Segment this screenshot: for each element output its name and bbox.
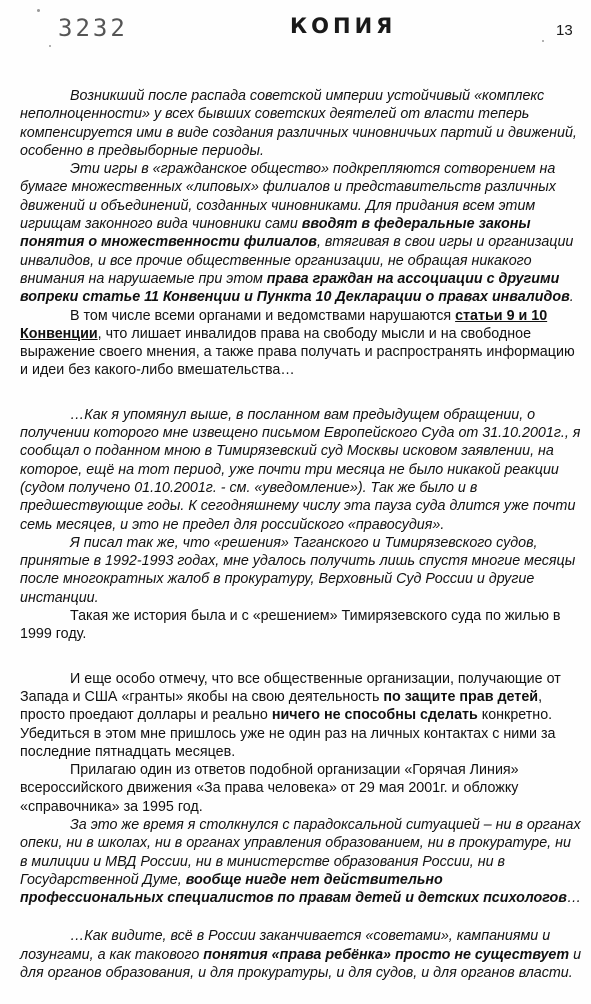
bold-emphasis: по защите прав детей: [383, 688, 539, 705]
text-run: В том числе всеми органами и ведомствами нарушаются: [70, 307, 456, 324]
paragraph: [20, 307, 582, 380]
scan-speck: [542, 40, 544, 42]
text-run: Возникший после распада советской империи устойчивый «комплекс неполноценности» у всех бывших советских деятелей от власти теперь компенсируется ими в виде создания различных чиновничьих партий и движений, особенно в предвыборные периоды.: [20, 88, 577, 159]
text-run: И еще особо отмечу, что все общественные организации, получающие от Запада и США «гранты» якобы на свою деятельность: [20, 670, 561, 705]
text-run: …: [566, 890, 582, 907]
bold-emphasis: права граждан на ассоциации с другими вопреки статье 11 Конвенции и Пункта 10 Декларации о правах инвалидов: [20, 270, 570, 306]
text-run: конкретно. Убедиться в этом мне пришлось уже не один раз на личных контактах с ними за последние пятнадцать месяцев.: [20, 707, 556, 760]
paragraph: [20, 406, 582, 534]
text-run: Прилагаю один из ответов подобной организации «Горячая Линия» всероссийского движения «За права человека» от 29 мая 2001г. и обложку «справочника» за 1995 год.: [20, 762, 519, 815]
bold-emphasis: вводят в федеральные законы понятия о множественности филиалов: [20, 216, 531, 251]
paragraph: [20, 607, 582, 644]
text-run: Эти игры в «гражданское общество» подкрепляются сотворением на бумаге множественных «липовых» филиалов и представительств различных движений и объединений, созданных чиновниками. Для придания всем этим игрищам законного вида чиновники сами: [20, 161, 556, 233]
paragraph: [20, 160, 582, 306]
text-run: , втягивая в свои игры и организации инвалидов, и все прочие общественные организации, не обращая никакого внимания на нарушаемые при этом: [20, 234, 574, 287]
bold-emphasis: статьи 9 и 10 Конвенции: [20, 307, 548, 342]
text-run: Я писал так же, что «решения» Таганского и Тимирязевского судов, принятые в 1992-1993 годах, мне удалось получить лишь спустя многие месяцы после многократных жалоб в прокуратуру, Верховный Суд России и другие инстанции.: [20, 534, 576, 606]
paragraph: [20, 87, 582, 160]
text-run: , что лишает инвалидов права на свободу мысли и на свободное выражение своего мнения, а также права получать и распространять информацию и идеи без какого-либо вмешательства…: [20, 325, 575, 379]
text-run: За это же время я столкнулся с парадоксальной ситуацией – ни в органах опеки, ни в школах, ни в органах управления образованием, ни в прокуратуре, ни в милиции и МВД России, ни в министерстве образования России, ни в Государственной Думе,: [20, 816, 581, 888]
scan-speck: [37, 9, 40, 12]
text-run: .: [569, 289, 574, 306]
paragraph: [20, 761, 582, 816]
letter-body: [20, 87, 582, 982]
bold-emphasis: понятия «права ребёнка» просто не существует: [203, 946, 570, 963]
paragraph: [20, 816, 582, 907]
text-run: , просто проедают доллары и реально: [20, 688, 543, 724]
document-number: 3232: [58, 14, 128, 42]
bold-emphasis: ничего не способны сделать: [271, 707, 478, 724]
bold-emphasis: вообще нигде нет действительно профессиональных специалистов по правам детей и детских психологов: [20, 871, 567, 907]
paragraph: [20, 534, 582, 607]
scan-speck: [49, 45, 51, 47]
text-run: Такая же история была и с «решением» Тимирязевского суда по жилью в 1999 году.: [20, 608, 561, 643]
text-run: и для органов образования, и для прокуратуры, и для судов, и для органов власти.: [20, 946, 582, 982]
text-run: …Как видите, всё в России заканчивается «советами», кампаниями и лозунгами, а как такового: [20, 928, 551, 963]
page-number: 13: [556, 22, 573, 39]
paragraph: [20, 927, 582, 982]
text-run: …Как я упомянул выше, в посланном вам предыдущем обращении, о получении которого мне извещено письмом Европейского Суда от 31.10.2001г., я сообщал о поданном мною в Тимирязевский суд Москвы исковом заявлении, на которое, ещё на тот период, уже почти три месяца не было никакой реакции (судом получено 01.10.2001г. - см. «уведомление»). Так же было и в предшествующие годы. К сегодняшнему числу эта пауза суда длится уже почти семь месяцев, и это не предел для российского «правосудия».: [20, 406, 581, 533]
paragraph: [20, 670, 582, 761]
copy-stamp-title: КОПИЯ: [290, 14, 397, 38]
